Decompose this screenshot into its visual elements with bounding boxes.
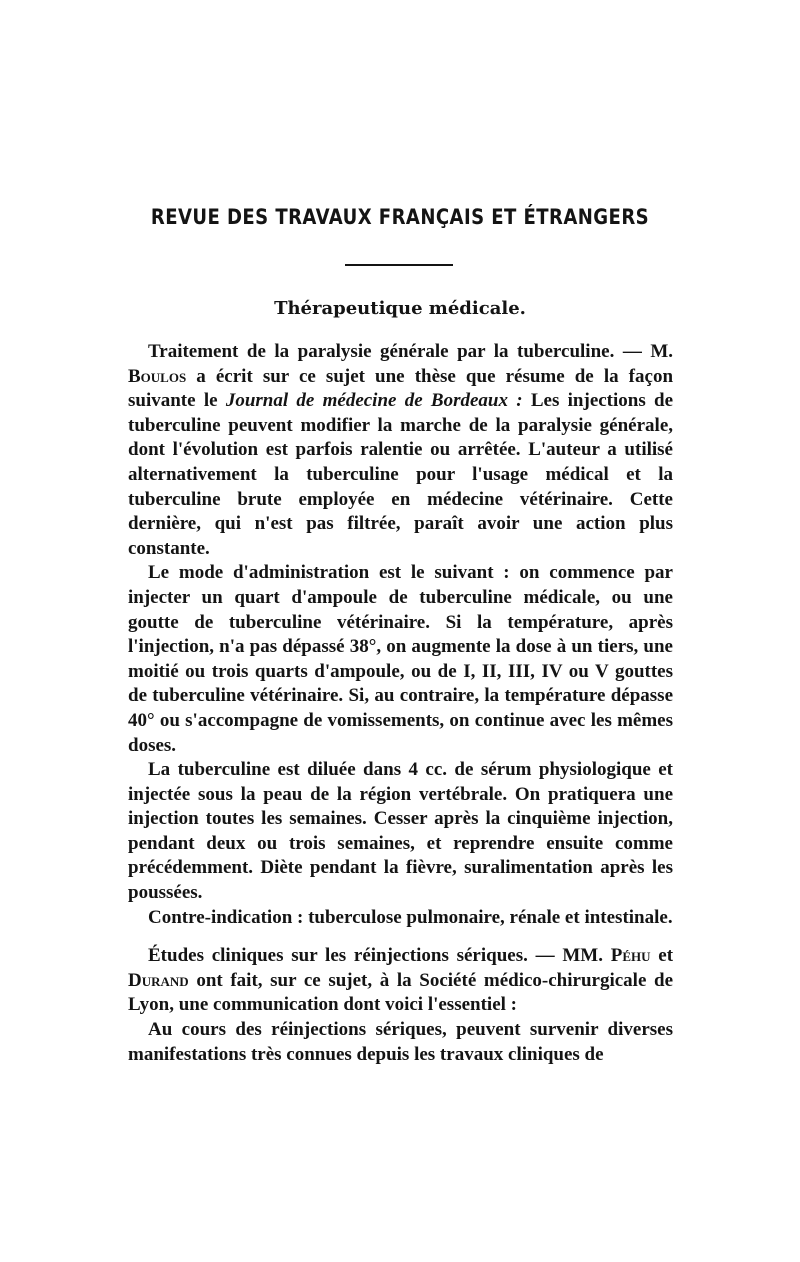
article1-paragraph-1-text: Les injections de tuberculine peuvent modifier la marche de la paralysie générale, dont l'évolution est parfois ralentie ou arrêtée. L'auteur a utilisé alternativement la tuberculine pour l'usage médical et la tuberculine brute employée en médecine vétérinaire. Cette dernière, qui n'est pas filtrée, paraît avoir une action plus constante. <box>128 390 674 559</box>
article1-paragraph-4: Contre-indication : tuberculose pulmonaire, rénale et intestinale. <box>148 906 673 928</box>
article1-intro: a écrit sur ce sujet une thèse que résume de la façon suivante le <box>128 365 674 412</box>
header-rule <box>345 264 453 266</box>
author2-name: Durand <box>128 969 189 991</box>
article-body <box>128 340 673 1067</box>
author-name: Boulos <box>128 365 187 387</box>
article-spacer <box>128 930 673 944</box>
article1-paragraph-3: La tuberculine est diluée dans 4 cc. de sérum physiologique et injectée sous la peau de la région vertébrale. On pratiquera une injection toutes les semaines. Cesser après la cinquième injection, pendant deux ou trois semaines, et reprendre ensuite comme précédemment. Diète pendant la fièvre, suralimentation après les poussées. <box>128 759 673 904</box>
article1-title: Traitement de la paralysie générale par la tuberculine. — <box>148 341 642 362</box>
article1-paragraph-1 <box>128 340 673 561</box>
author1-name: Péhu <box>610 945 651 967</box>
article2-paragraph-1 <box>128 944 673 1018</box>
running-header: REVUE DES TRAVAUX FRANÇAIS ET ÉTRANGERS <box>150 205 650 229</box>
article2-intro: ont fait, sur ce sujet, à la Société médico-chirurgicale de Lyon, une communication dont voici l'essentiel : <box>128 969 674 1016</box>
journal-name: Journal de médecine de Bordeaux : <box>225 390 523 412</box>
article1-paragraph-2: Le mode d'administration est le suivant : on commence par injecter un quart d'ampoule de tuberculine médicale, ou une goutte de tuberculine vétérinaire. Si la température, après l'injection, n'a pas dépassé 38°, on augmente la dose à un tiers, une moitié ou trois quarts d'ampoule, ou de I, II, III, IV ou V gouttes de tuberculine vétérinaire. Si, au contraire, la température dépasse 40° ou s'accompagne de vomissements, on continue avec les mêmes doses. <box>128 562 673 756</box>
section-title: Thérapeutique médicale. <box>274 298 526 319</box>
article2-paragraph-2: Au cours des réinjections sériques, peuvent survenir diverses manifestations très connues depuis les travaux cliniques de <box>128 1019 673 1065</box>
authors-conjunction: et <box>658 945 674 967</box>
authors-prefix: MM. <box>562 945 603 967</box>
article2-title: Études cliniques sur les réinjections sériques. — <box>148 945 555 967</box>
author-prefix: M. <box>650 341 674 362</box>
